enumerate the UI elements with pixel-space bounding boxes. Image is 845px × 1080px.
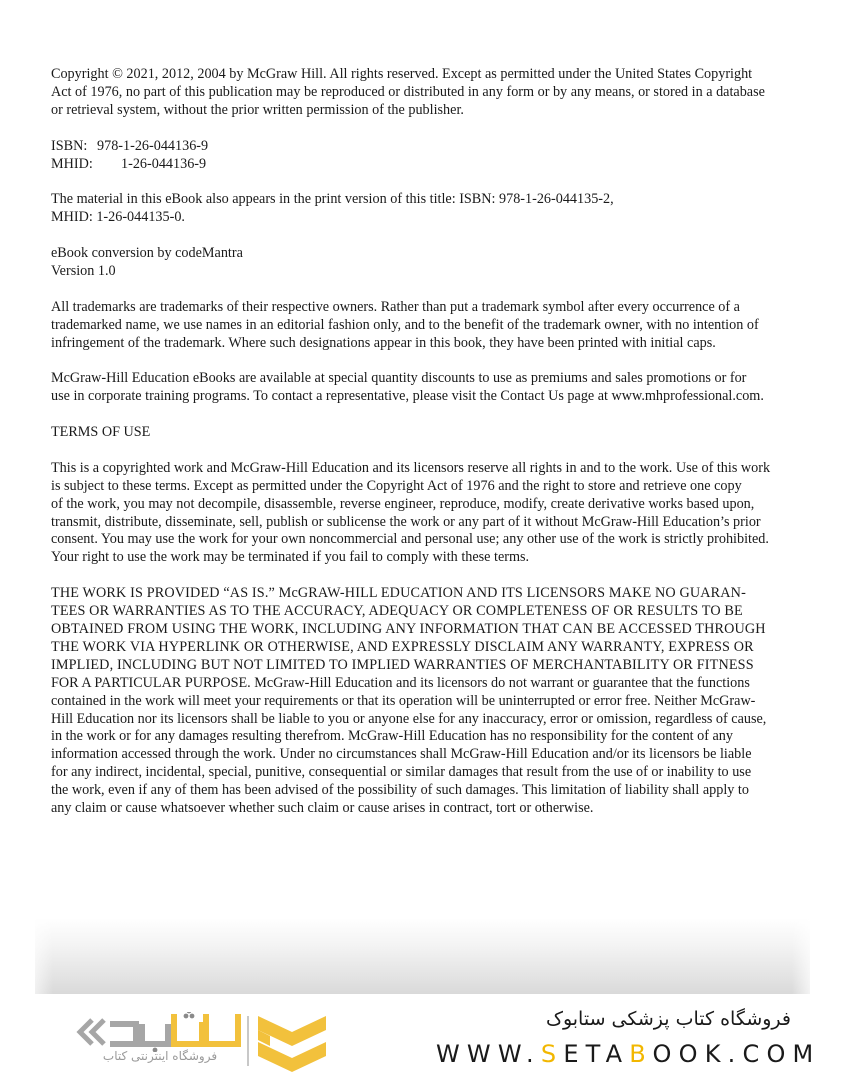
book-identifiers — [51, 138, 797, 174]
terms-line: Your right to use the work may be terminated if you fail to comply with these terms. — [51, 549, 530, 566]
terms-line: consent. You may use the work for your own noncommercial and personal use; any other use of the work is strictly prohibited. — [51, 531, 769, 548]
store-url-link[interactable] — [436, 1040, 820, 1068]
url-part: ETA — [563, 1040, 630, 1068]
terms-line: is subject to these terms. Except as permitted under the Copyright Act of 1976 and the right to store and retrieve one copy — [51, 477, 742, 494]
url-part: WWW. — [436, 1040, 541, 1068]
disclaimer-line: for any indirect, incidental, special, punitive, consequential or similar damages that result from the use of or inability to use — [51, 764, 752, 781]
trademarks-line: trademarked name, we use names in an editorial fashion only, and to the benefit of the trademark owner, with no intention of — [51, 316, 759, 333]
disclaimer-line: any claim or cause whatsoever whether such claim or cause arises in contract, tort or otherwise. — [51, 800, 594, 817]
disclaimer-line: the work, even if any of them has been advised of the possibility of such damages. This limitation of liability shall apply to — [51, 782, 749, 799]
disclaimer-line: contained in the work will meet your requirements or that its operation will be uninterrupted or error free. Neither McGraw- — [51, 692, 756, 709]
disclaimer-line: TEES OR WARRANTIES AS TO THE ACCURACY, ADEQUACY OR COMPLETENESS OF OR RESULTS TO BE — [51, 603, 743, 620]
copyright-line: Act of 1976, no part of this publication may be reproduced or distributed in any form or by any means, or stored in a database — [51, 83, 765, 100]
trademarks-line: infringement of the trademark. Where such designations appear in this book, they have been printed with initial caps. — [51, 334, 716, 351]
conversion-credit — [51, 245, 797, 281]
store-name: فروشگاه کتاب پزشکی ستابوک — [545, 1008, 791, 1030]
warranty-disclaimer — [51, 585, 797, 818]
url-part: OOK.COM — [652, 1040, 821, 1068]
version-text: Version 1.0 — [51, 262, 116, 279]
setabook-wordmark-logo — [74, 1012, 244, 1052]
disclaimer-line: Hill Education nor its licensors shall be liable to you or anyone else for any inaccuracy, error or omission, regardless of cause, — [51, 710, 767, 727]
terms-of-use — [51, 460, 797, 567]
print-version-note — [51, 191, 797, 227]
terms-heading: TERMS OF USE — [51, 424, 151, 441]
isbn-row — [51, 138, 797, 156]
disclaimer-line: in the work or for any damages resulting therefrom. McGraw-Hill Education has no responsibility for the content of any — [51, 728, 733, 745]
conversion-credit-text: eBook conversion by codeMantra — [51, 245, 243, 262]
mhid-value: 1-26-044136-9 — [121, 155, 207, 172]
sales-line: use in corporate training programs. To contact a representative, please visit the Contact Us page at www.mhprofessional.com. — [51, 388, 764, 405]
logo-subtitle: فروشگاه اینترنتی کتاب — [102, 1049, 218, 1063]
disclaimer-line: information accessed through the work. Under no circumstances shall McGraw-Hill Education and/or its licensors be liable — [51, 746, 752, 763]
sales-notice — [51, 370, 797, 406]
disclaimer-line: OBTAINED FROM USING THE WORK, INCLUDING ANY INFORMATION THAT CAN BE ACCESSED THROUGH — [51, 620, 766, 637]
copyright-line: or retrieval system, without the prior written permission of the publisher. — [51, 101, 464, 118]
disclaimer-line: FOR A PARTICULAR PURPOSE. McGraw-Hill Education and its licensors do not warrant or guarantee that the functions — [51, 674, 750, 691]
copyright-line: Copyright © 2021, 2012, 2004 by McGraw Hill. All rights reserved. Except as permitted under the United States Copyright — [51, 66, 753, 82]
copyright-page — [51, 66, 797, 836]
logo-divider — [247, 1016, 249, 1066]
chevron-emblem-icon — [256, 1012, 328, 1072]
sales-line: McGraw-Hill Education eBooks are available at special quantity discounts to use as premiums and sales promotions or for — [51, 370, 747, 387]
trademarks-notice — [51, 299, 797, 353]
terms-line: of the work, you may not decompile, disassemble, reverse engineer, reproduce, modify, create derivative works based upon, — [51, 495, 755, 512]
watermark-footer — [0, 994, 845, 1080]
trademarks-line: All trademarks are trademarks of their respective owners. Rather than put a trademark symbol after every occurrence of a — [51, 298, 740, 315]
disclaimer-line: THE WORK IS PROVIDED “AS IS.” McGRAW-HILL EDUCATION AND ITS LICENSORS MAKE NO GUARAN- — [51, 585, 746, 602]
disclaimer-line: THE WORK VIA HYPERLINK OR OTHERWISE, AND EXPRESSLY DISCLAIM ANY WARRANTY, EXPRESS OR — [51, 638, 754, 655]
print-version-line: MHID: 1-26-044135-0. — [51, 209, 185, 226]
mhid-row — [51, 156, 797, 174]
terms-line: This is a copyrighted work and McGraw-Hill Education and its licensors reserve all rights in and to the work. Use of this work — [51, 459, 771, 476]
url-accent-letter: B — [629, 1040, 653, 1068]
disclaimer-line: IMPLIED, INCLUDING BUT NOT LIMITED TO IMPLIED WARRANTIES OF MERCHANTABILITY OR FITNESS — [51, 656, 754, 673]
print-version-line: The material in this eBook also appears in the print version of this title: ISBN: 978-1-26-044135-2, — [51, 191, 614, 208]
terms-line: transmit, distribute, disseminate, sell, publish or sublicense the work or any part of it without McGraw-Hill Education’s prior — [51, 513, 761, 530]
mhid-label: MHID: — [51, 155, 93, 172]
url-accent-letter: S — [540, 1040, 564, 1068]
isbn-value: 978-1-26-044136-9 — [97, 137, 209, 154]
copyright-notice — [51, 66, 797, 120]
isbn-label: ISBN: — [51, 137, 88, 154]
footer-shadow-band — [35, 918, 810, 994]
